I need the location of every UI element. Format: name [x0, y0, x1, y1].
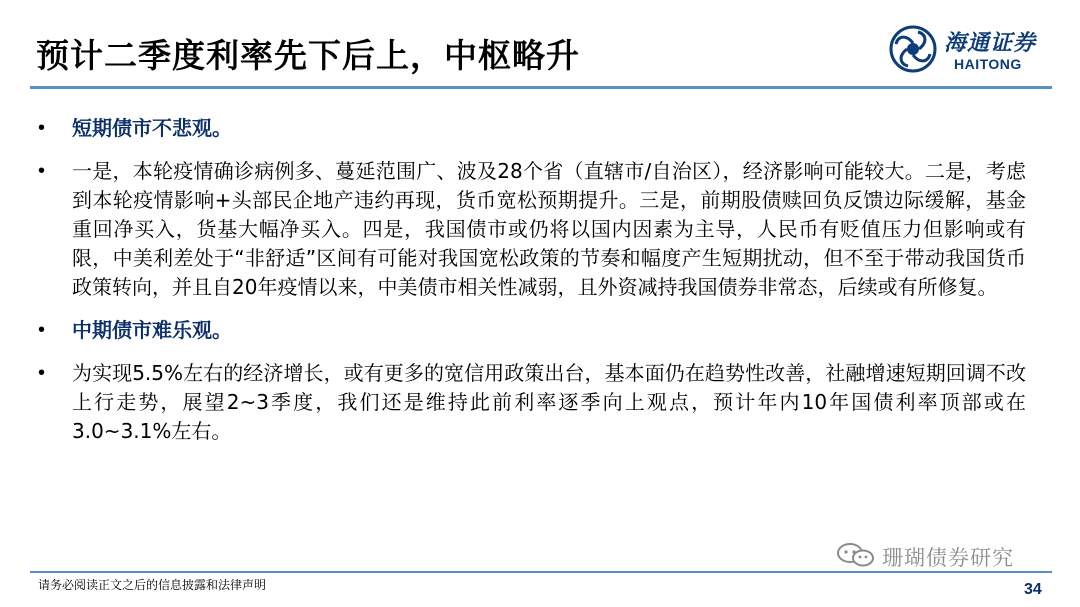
footer-disclaimer: 请务必阅读正文之后的信息披露和法律声明: [38, 578, 267, 592]
bullet-body-mid-term: 为实现5.5%左右的经济增长，或有更多的宽信用政策出台，基本面仍在趋势性改善，社融增速短期回调不改上行走势，展望2~3季度，我们还是维持此前利率逐季向上观点，预计年内10年国债利率顶部或在3.0~3.1%左右。: [72, 361, 1026, 443]
logo-name-cn: 海通证券: [944, 30, 1037, 56]
slide-title: 预计二季度利率先下后上，中枢略升: [36, 36, 580, 75]
bullet-list: [36, 114, 1026, 460]
title-divider: [30, 86, 1052, 89]
footer-divider: [30, 571, 1052, 573]
wechat-icon: [836, 542, 876, 568]
bullet-item: [36, 359, 1026, 446]
logo-name-en: HAITONG: [954, 56, 1022, 72]
bullet-marker: •: [38, 319, 46, 341]
bullet-heading-mid-term: 中期债市难乐观。: [72, 318, 232, 342]
haitong-logo-icon: [888, 24, 938, 74]
haitong-logo: [888, 22, 1058, 78]
bullet-marker: •: [38, 117, 46, 139]
watermark: [836, 540, 1046, 570]
watermark-text: 珊瑚债券研究: [882, 546, 1014, 570]
bullet-body-short-term: 一是，本轮疫情确诊病例多、蔓延范围广、波及28个省（直辖市/自治区），经济影响可能较大。二是，考虑到本轮疫情影响+头部民企地产违约再现，货币宽松预期提升。三是，前期股债赎回负反馈边际缓解，基金重回净买入，货基大幅净买入。四是，我国债市或仍将以国内因素为主导，人民币有贬值压力但影响或有限，中美利差处于“非舒适”区间有可能对我国宽松政策的节奏和幅度产生短期扰动，但不至于带动我国货币政策转向，并且自20年疫情以来，中美债市相关性减弱，且外资减持我国债券非常态，后续或有所修复。: [72, 159, 1026, 299]
page-number: 34: [1024, 581, 1042, 598]
bullet-heading-short-term: 短期债市不悲观。: [72, 116, 232, 140]
bullet-item: [36, 157, 1026, 302]
bullet-item: [36, 316, 1026, 345]
bullet-marker: •: [38, 160, 46, 182]
bullet-item: [36, 114, 1026, 143]
bullet-marker: •: [38, 362, 46, 384]
